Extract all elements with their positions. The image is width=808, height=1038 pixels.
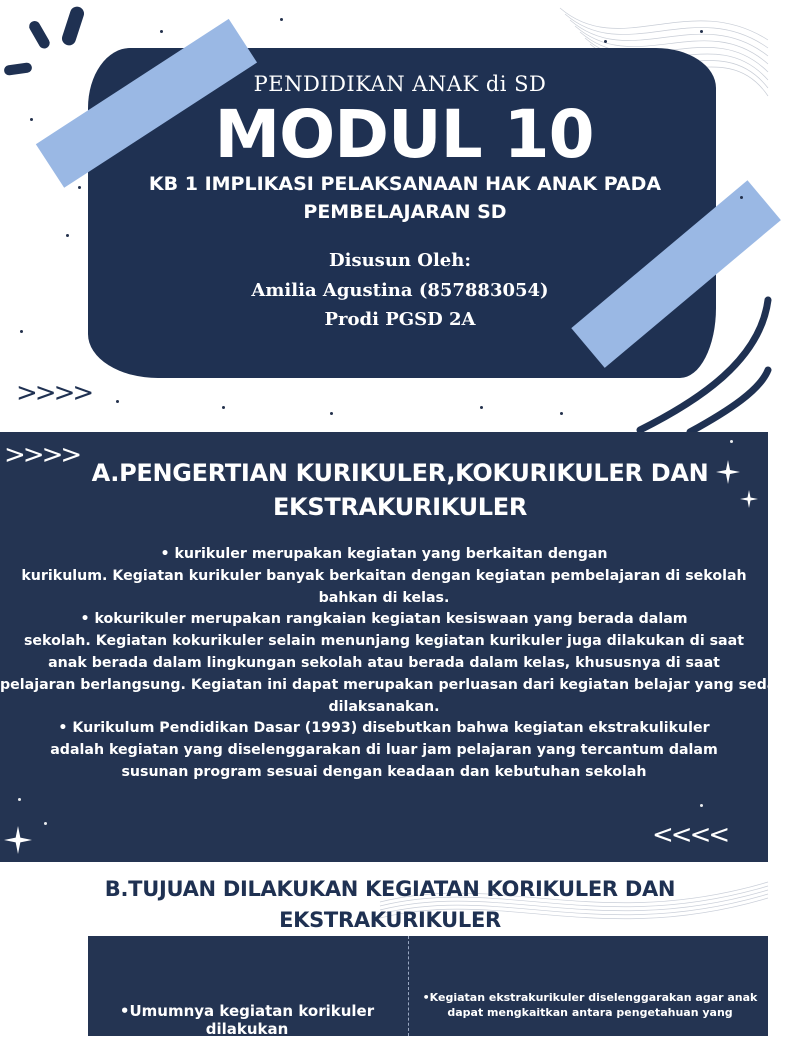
text-line: kurikulum. Kegiatan kurikuler banyak berkaitan dengan kegiatan pembelajaran di sekolah: [21, 567, 747, 584]
dot: [604, 40, 607, 43]
dot: [160, 30, 163, 33]
text-line: dapat mengkaitkan antara pengetahuan yang: [447, 1006, 733, 1019]
dot: [740, 196, 743, 199]
text-line: • kurikuler merupakan kegiatan yang berkaitan dengan: [160, 546, 608, 562]
dot: [20, 330, 23, 333]
goals-section: [0, 862, 768, 1038]
section-a-title-line: EKSTRAKURIKULER: [272, 493, 528, 521]
text-line: • kokurikuler merupakan rangkaian kegiatan kesiswaan yang berada dalam: [80, 611, 688, 628]
text-line: dilaksanakan.: [328, 698, 440, 715]
section-a-title-line: A.PENGERTIAN KURIKULER,KOKURIKULER DAN: [91, 459, 709, 487]
dot: [222, 406, 225, 409]
chevrons-left-icon: <<<<: [652, 820, 728, 850]
section-a-title: [50, 456, 750, 524]
dot: [66, 234, 69, 237]
text-line: • Kurikulum Pendidikan Dasar (1993) disebutkan bahwa kegiatan ekstrakulikuler: [58, 720, 710, 737]
text-line: susunan program sesuai dengan keadaan dan kebutuhan sekolah: [121, 763, 647, 780]
dot: [700, 804, 703, 807]
chevrons-right-icon: >>>>: [16, 378, 92, 408]
program-name: Prodi PGSD 2A: [324, 309, 476, 330]
section-b-title-line: EKSTRAKURIKULER: [279, 908, 501, 932]
dot: [560, 412, 563, 415]
dot: [730, 440, 733, 443]
text-line: adalah kegiatan yang diselenggarakan di luar jam pelajaran yang tercantum dalam: [50, 742, 718, 759]
dot: [78, 186, 81, 189]
dot: [700, 30, 703, 33]
dot: [44, 822, 47, 825]
text-line: sekolah. Kegiatan kokurikuler selain menunjang kegiatan kurikuler juga dilakukan di saat: [23, 633, 744, 650]
goal-left-text: •Umumnya kegiatan korikuler dilakukan: [119, 1002, 375, 1038]
column-divider: [408, 936, 409, 1036]
chevrons-right-icon: >>>>: [4, 440, 80, 470]
kb-title-line: PEMBELAJARAN SD: [303, 201, 507, 223]
dot: [480, 406, 483, 409]
author-label: Disusun Oleh:: [329, 250, 471, 271]
dot: [330, 412, 333, 415]
text-line: •Kegiatan ekstrakurikuler diselenggarakan agar anak: [422, 991, 758, 1004]
goal-right-text: [420, 990, 760, 1020]
dot: [280, 18, 283, 21]
subject-title: PENDIDIKAN ANAK di SD: [253, 72, 547, 96]
kb-title: [110, 170, 700, 226]
author-name: Amilia Agustina (857883054): [251, 280, 549, 301]
section-b-title: [90, 874, 690, 936]
definitions-text: [0, 544, 797, 784]
brush-marks-icon: [3, 5, 85, 76]
text-line: bahkan di kelas.: [318, 589, 450, 606]
text-line: anak berada dalam lingkungan sekolah atau berada dalam kelas, khususnya di saat: [48, 654, 720, 671]
module-title: MODUL 10: [214, 96, 594, 173]
sparkle-icon: [4, 826, 32, 854]
dot: [116, 400, 119, 403]
text-line: pelajaran berlangsung. Kegiatan ini dapat merupakan perluasan dari kegiatan belajar yang sedang: [0, 676, 797, 693]
cover-section: [0, 0, 768, 432]
dot: [18, 798, 21, 801]
section-b-title-line: B.TUJUAN DILAKUKAN KEGIATAN KORIKULER DAN: [104, 877, 676, 901]
definitions-section: [0, 432, 797, 862]
kb-title-line: KB 1 IMPLIKASI PELAKSANAAN HAK ANAK PADA: [148, 173, 662, 195]
